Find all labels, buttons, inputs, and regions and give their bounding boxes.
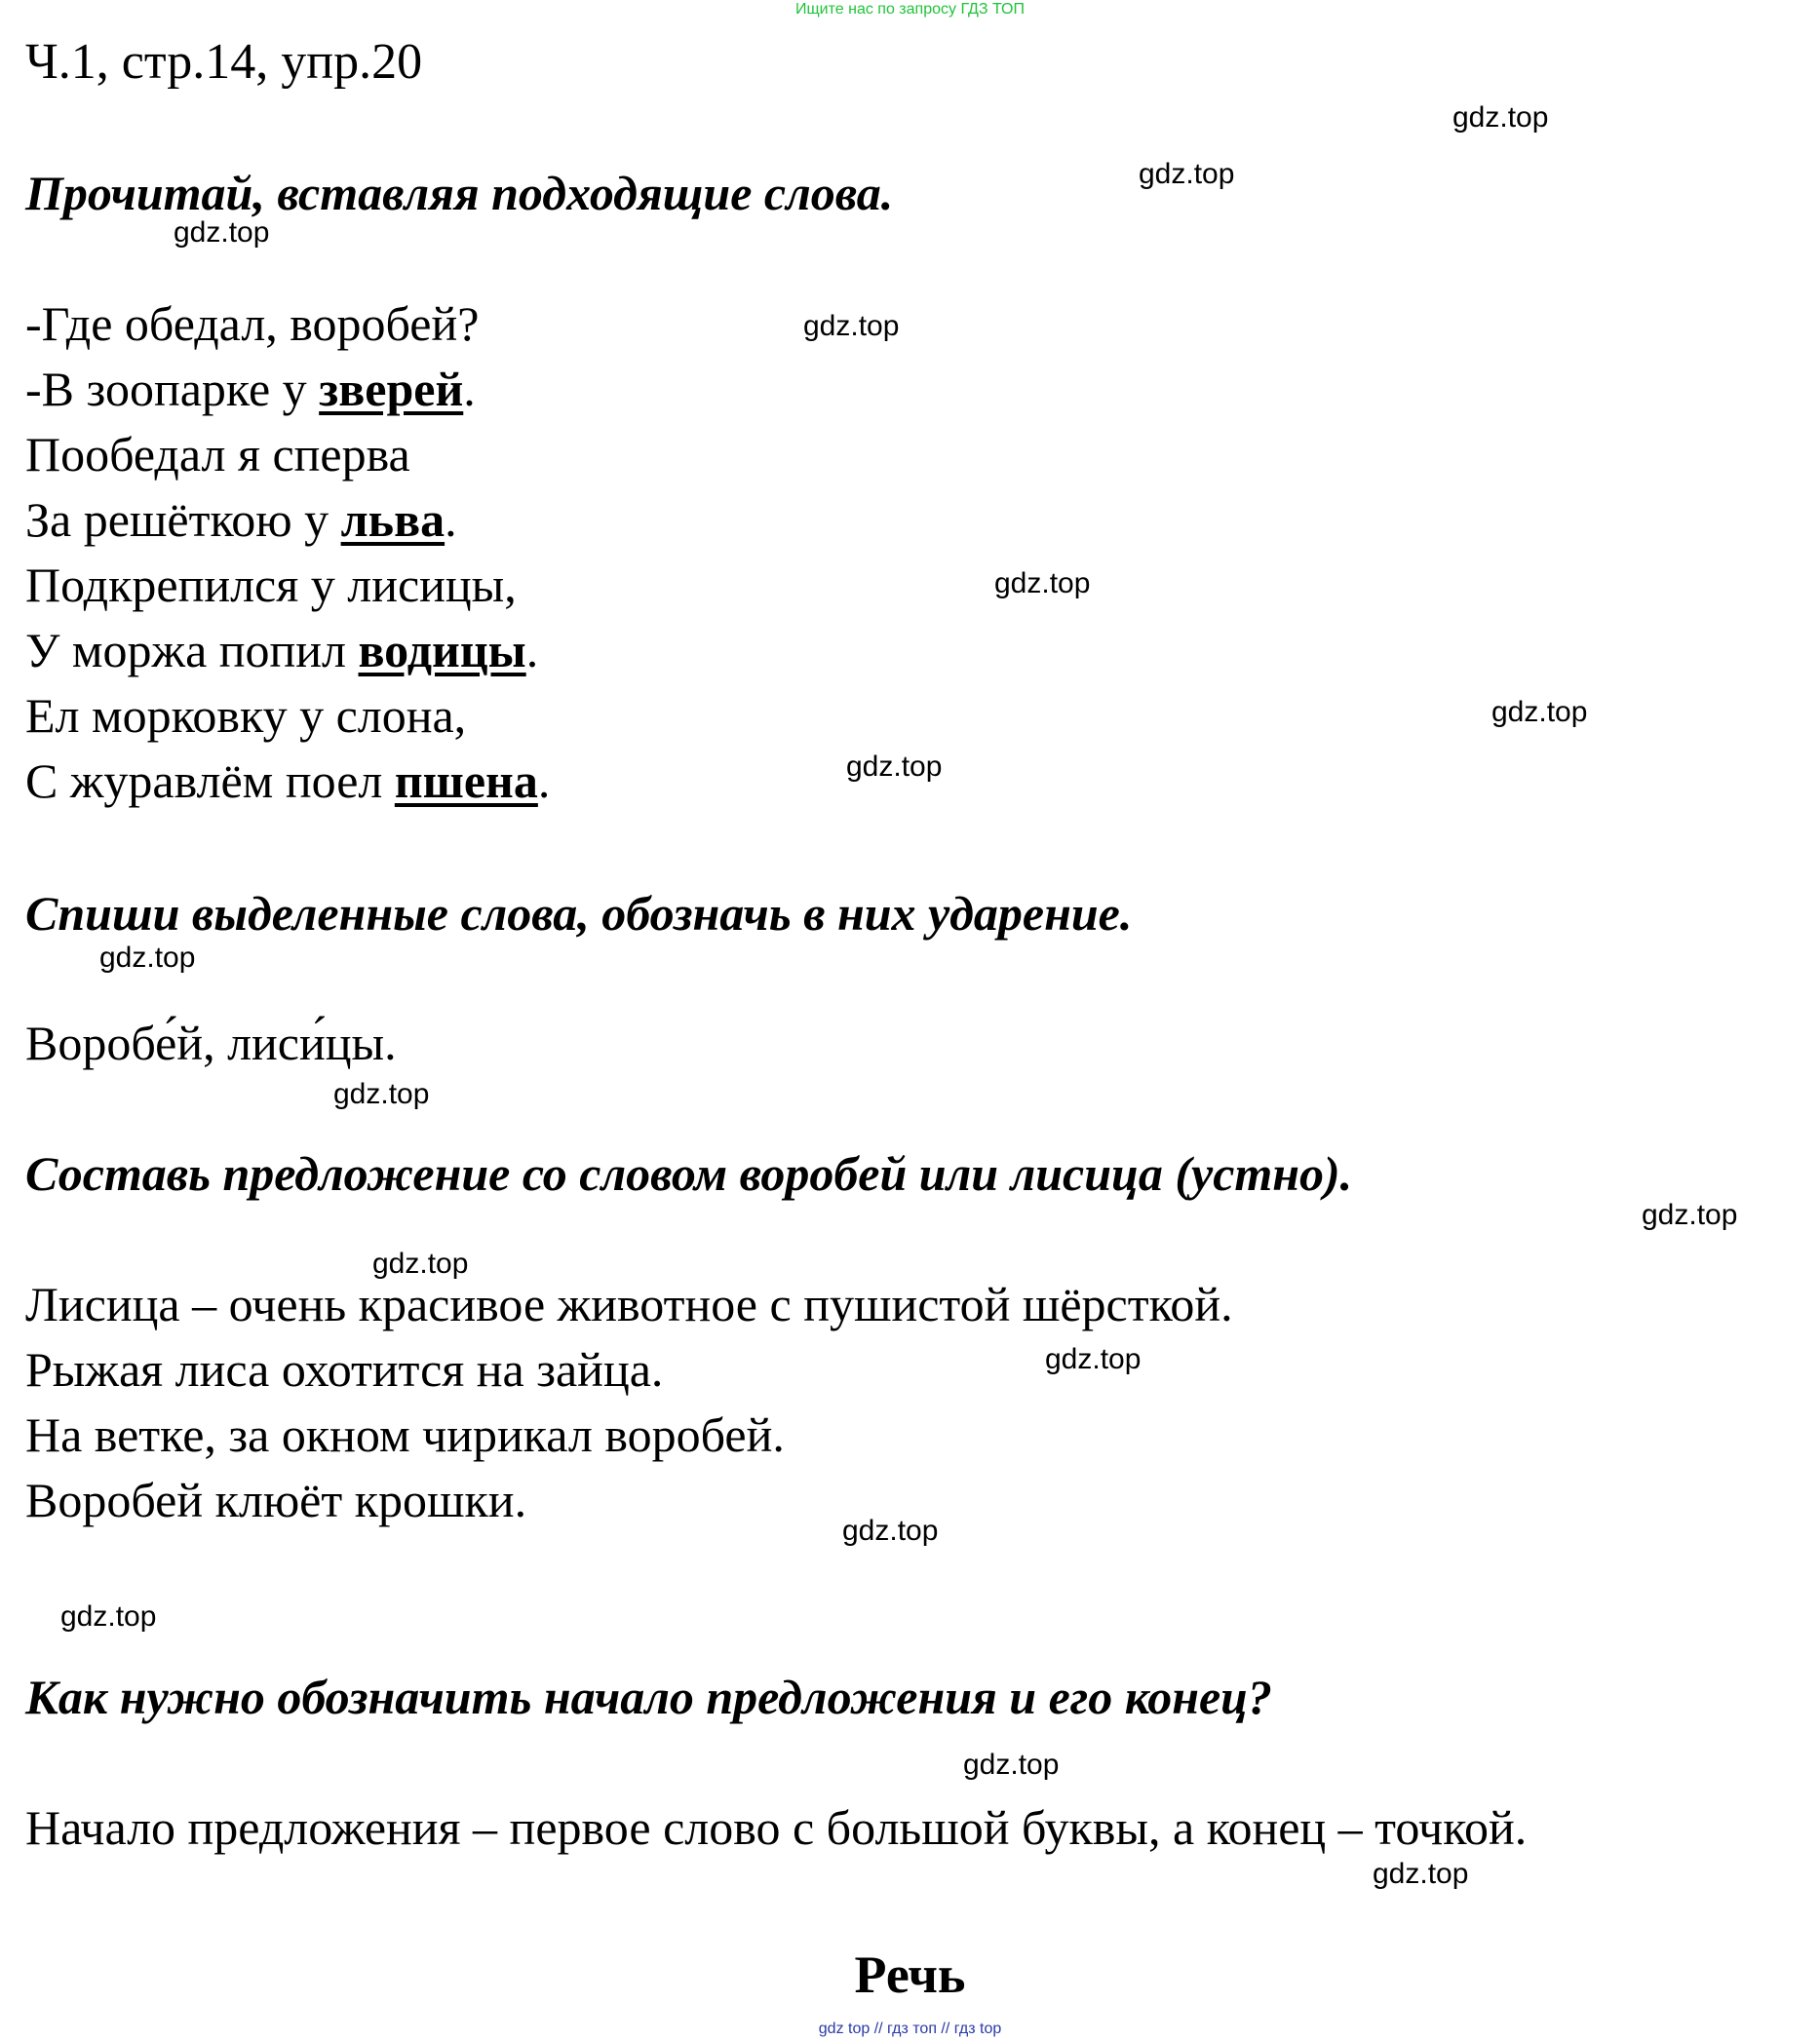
watermark: gdz.top bbox=[803, 310, 900, 342]
watermark: gdz.top bbox=[842, 1515, 939, 1547]
poem-line-7: Ел морковку у слона, bbox=[25, 688, 467, 743]
watermark: gdz.top bbox=[1452, 101, 1549, 134]
exercise-title: Ч.1, стр.14, упр.20 bbox=[25, 34, 423, 90]
bottom-banner[interactable]: gdz top // гдз топ // гдз top bbox=[818, 2021, 1002, 2037]
task-2: Спиши выделенные слова, обозначь в них ударение. bbox=[25, 886, 1133, 941]
watermark: gdz.top bbox=[1139, 158, 1235, 190]
watermark: gdz.top bbox=[1373, 1858, 1469, 1890]
answer-3-line-4: Воробей клюёт крошки. bbox=[25, 1473, 527, 1527]
poem-line-4: За решёткою у льва. bbox=[25, 492, 457, 547]
answer-3-line-1: Лисица – очень красивое животное с пушистой шёрсткой. bbox=[25, 1277, 1233, 1331]
poem-line-3: Пообедал я сперва bbox=[25, 427, 410, 481]
poem-line-6: У моржа попил водицы. bbox=[25, 623, 539, 677]
task-4: Как нужно обозначить начало предложения и его конец? bbox=[25, 1670, 1272, 1724]
inserted-word: водицы bbox=[358, 623, 526, 677]
task-3: Составь предложение со словом воробей или лисица (устно). bbox=[25, 1146, 1353, 1201]
poem-line-8: С журавлём поел пшена. bbox=[25, 753, 551, 808]
watermark: gdz.top bbox=[333, 1078, 430, 1110]
section-heading: Речь bbox=[854, 1945, 966, 2004]
inserted-word: пшена bbox=[394, 753, 538, 808]
answer-2: Воробе́й, лиси́цы. bbox=[25, 1016, 397, 1070]
inserted-word: зверей bbox=[319, 362, 464, 416]
poem-line-2: -В зоопарке у зверей. bbox=[25, 362, 476, 416]
watermark: gdz.top bbox=[963, 1749, 1060, 1781]
watermark: gdz.top bbox=[60, 1600, 157, 1633]
inserted-word: льва bbox=[340, 492, 445, 547]
watermark: gdz.top bbox=[99, 942, 196, 974]
poem-line-5: Подкрепился у лисицы, bbox=[25, 558, 517, 612]
watermark: gdz.top bbox=[846, 751, 943, 783]
watermark: gdz.top bbox=[994, 567, 1091, 599]
poem-line-1: -Где обедал, воробей? bbox=[25, 296, 480, 351]
watermark: gdz.top bbox=[1642, 1199, 1738, 1231]
task-1: Прочитай, вставляя подходящие слова. bbox=[25, 166, 894, 220]
watermark: gdz.top bbox=[1491, 696, 1588, 728]
watermark: gdz.top bbox=[372, 1248, 469, 1280]
top-banner[interactable]: Ищите нас по запросу ГДЗ ТОП bbox=[795, 1, 1025, 18]
answer-3-line-2: Рыжая лиса охотится на зайца. bbox=[25, 1342, 664, 1397]
answer-3-line-3: На ветке, за окном чирикал воробей. bbox=[25, 1407, 785, 1462]
answer-4: Начало предложения – первое слово с большой буквы, а конец – точкой. bbox=[25, 1800, 1528, 1855]
watermark: gdz.top bbox=[1045, 1343, 1142, 1375]
watermark: gdz.top bbox=[174, 216, 270, 249]
